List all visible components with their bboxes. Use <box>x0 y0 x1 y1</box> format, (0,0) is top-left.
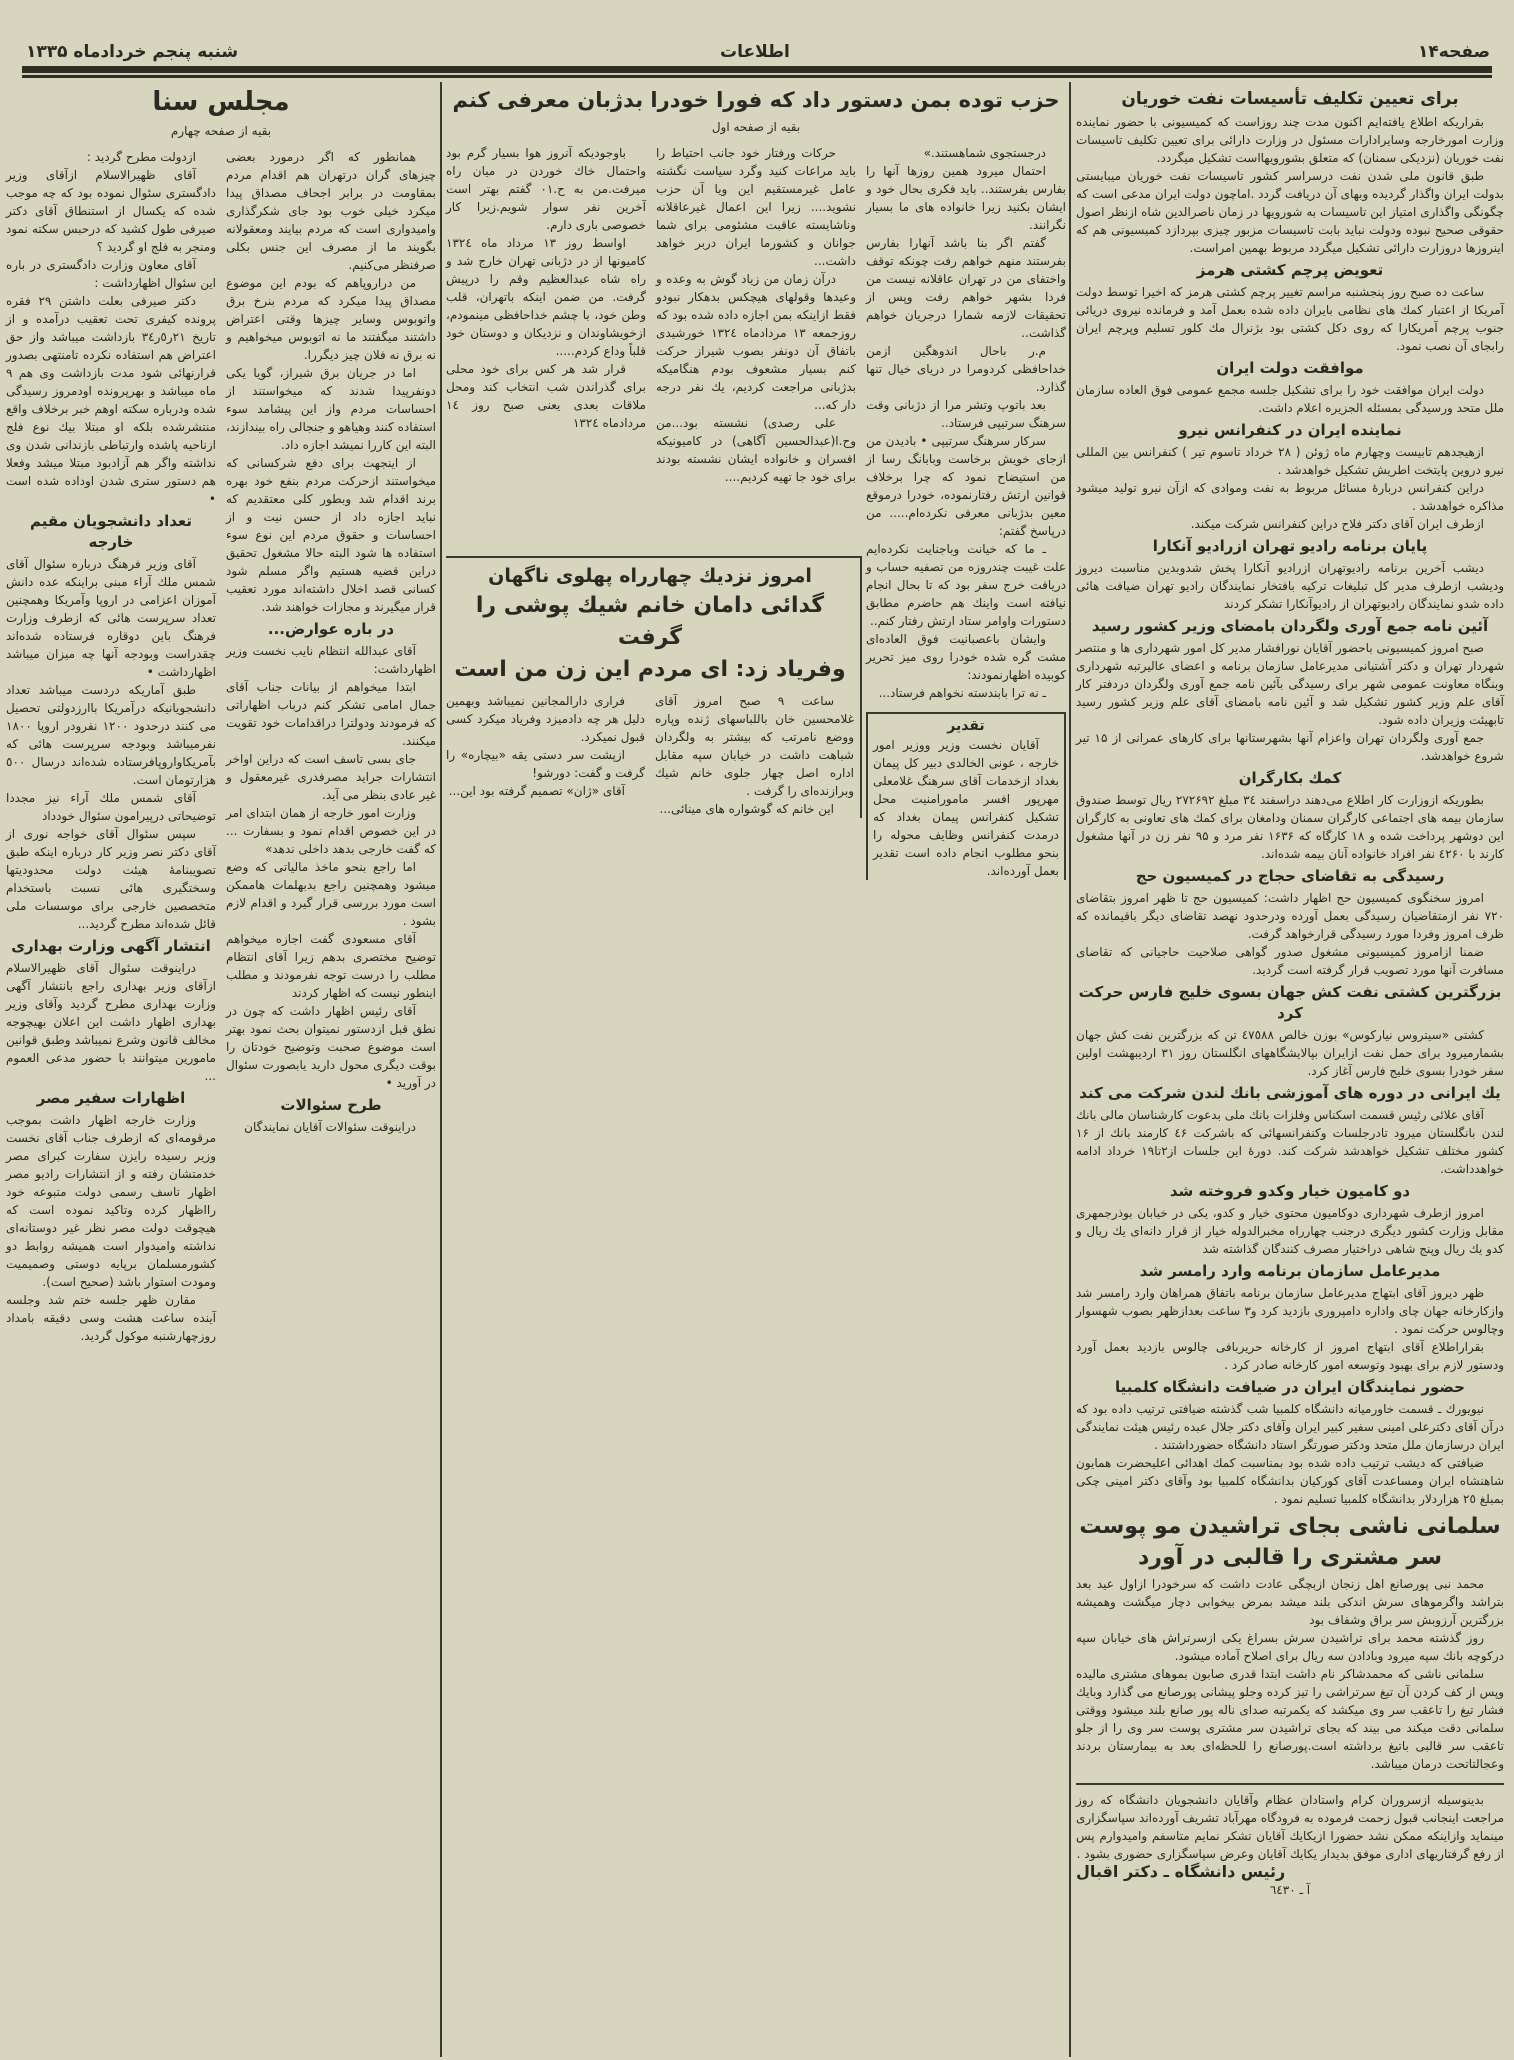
senate-columns <box>6 148 436 1345</box>
article-headline: آئین نامه جمع آوری ولگردان بامضای وزیر کشور رسید <box>1091 617 1489 635</box>
article-paragraph: دراینوقت سئوالات آقایان نمایندگان <box>244 1120 416 1134</box>
article-paragraph: ظهر دیروز آقای ابتهاج مدیرعامل سازمان برنامه باتفاق همراهان وارد رامسر شد وازکارخانه جهان چای واداره دامپروری بازدید کرد و۳ ساعت بعدازظهر بصوب شهسوار وچالوس حرکت نمود . <box>1076 1286 1504 1336</box>
article-headline: برای تعیین تکلیف تأسیسات نفت خوریان <box>1121 89 1459 109</box>
middle-column-right-wrap <box>866 144 1066 880</box>
article-paragraph: محمد نبی پورصانع اهل زنجان ازبچگی عادت داشت که سرخودرا ازاول عید بعد بتراشد واگرموهای سرش اندکی بلند میشد بمرض بیخوابی دچار میگشت وهمیشه بزرگترین آرزوبش سر براق وشفاف بود <box>1076 1577 1504 1627</box>
article-paragraph: من دراروپاهم که بودم این موضوع مصداق پیدا میکرد که مردم بنرخ برق واتوبوس وسایر چیزها وقتی اعتراض داشتند میگفتند ما نه اتوبوس میخواهیم و نه برق نه فلان چیز دیگررا. <box>226 276 436 362</box>
news-article <box>1076 982 1504 1080</box>
article-paragraph: بقراریکه اطلاع یافته‌ایم اکنون مدت چند روزاست که کمیسیونی با حضور نماینده وزارت امورخارجه وسایرادارات مسئول در وزارت دارائی برای تعیین تکلیف تاسیسات نفت خوریان (نزدیکی سمنان) که متعلق بشورویهااست تشکیل میگردد. <box>1076 115 1504 165</box>
news-article <box>1076 1377 1504 1508</box>
article-paragraph: جمع آوری ولگردان تهران واعزام آنها بشهرستانها برای کارهای عمرانی از ۱۵ تیر شروع خواهدشد. <box>1076 731 1504 763</box>
article-paragraph: احتمال میرود همین روزها آنها را بفارس بفرستند.. باید فکری بحال خود و ایشان بکنید زیرا خانواده های ما بسیار نگرانند. <box>866 164 1066 232</box>
article-paragraph: امروز ازطرف شهرداری دوکامیون محتوی خیار و کدو، یکی در خیابان بوذرجمهری مقابل وزارت کشور دیگری درجنب چهارراه مخبرالدوله خیار از قرار دانه‌ای یك ریال و کدو یك ریال وپنج شاهی دراختیار مصرف کنندگان گذاشته شد <box>1076 1206 1504 1256</box>
news-article <box>1076 866 1504 979</box>
tribute-article <box>866 712 1066 880</box>
article-paragraph: وزارت خارجه اظهار داشت بموجب مرقومه‌ای که ازطرف جناب آقای نخست وزیر رسیده رایزن سفارت کبرای مصر خدمتشان رفته و از انتشارات رادیو مصر اظهار تاسف رسمی دولت متبوعه خود رااظهار کرده وتاکید نموده است که هیچوقت دولت مصر نظر غیر دوستانه‌ای نداشته وامیدوار است همیشه روابط دو کشورمسلمان برپایه دوستی وصمیمیت ومودت استوار باشد (صحیح است). <box>6 1113 216 1289</box>
article-headline: نماینده ایران در کنفرانس نیرو <box>1178 421 1402 439</box>
article-paragraph: ازپشت سر دستی یقه «بیچاره» را گرفت و گفت: دورشو! <box>446 748 645 780</box>
article-paragraph: مقارن ظهر جلسه ختم شد وجلسه آینده ساعت هشت وسی دقیقه بامداد روزچهارشنبه موکول گردید. <box>6 1293 216 1343</box>
article-paragraph: اما راجع بنحو ماخذ مالیاتی که وضع میشود وهمچنین راجع بدبهلمات هاممکن است مورد بررسی قرار گیرد و اقدام لازم بشود . <box>226 860 436 928</box>
article-paragraph: فراری دارالمجانین نمیباشد وبهمین دلیل هر چه دادمیزد وفریاد میکرد کسی قبول نمیکرد. <box>446 694 645 744</box>
article-paragraph: ازهیجدهم تابیست وچهارم ماه ژوئن ( ۲۸ خرداد تاسوم تیر ) کنفرانس بین المللی نیرو دروین پایتخت اطریش تشکیل خواهدشد . <box>1076 445 1504 477</box>
header-rule <box>22 66 1492 75</box>
tribute-text: آقایان نخست وزیر ووزیر امور خارجه ، عونی الخالدی دبیر کل پیمان بغداد ازخدمات آقای سرهنگ غلامعلی مهرپور افسر مامورامنیت محل تشکیل کنفرانس پیمان بغداد که درمدت کنفرانس وظایف محوله را بنحو مطلوب انجام داده است تقدیر بعمل آورده‌اند. <box>873 738 1059 878</box>
column-divider <box>1069 82 1071 2057</box>
article-paragraph: جای بسی تاسف است که دراین اواخر انتشارات جراید مصرفدری غیرمعقول و غیر عادی بنظر می آید. <box>226 752 436 802</box>
article-paragraph: ضمنا ازامروز کمیسیونی مشغول صدور گواهی صلاحیت حاجیانی که تقاضای مسافرت آنها مورد تصویب قرار گرفته است گردید. <box>1076 945 1504 977</box>
article-paragraph: دولت ایران موافقت خود را برای تشکیل جلسه مجمع عمومی فوق العاده سازمان ملل متحد ورسیدگی بمسئله الجزیره اعلام داشت. <box>1076 383 1504 415</box>
news-article <box>1076 616 1504 765</box>
article-paragraph: سرکار سرهنگ سرتیپی • بادیدن من ازجای خویش برخاست وبابانگ رسا از من استیضاح نمود که چرا برخلاف قوانین ارتش رفتارنموده، خودرا درموقع معین بدژبانی معرفی نکرده‌ام..... من درپاسخ گفتم: <box>866 434 1066 538</box>
article-paragraph: آقای مسعودی گفت اجازه میخواهم توضیح مختصری بدهم زیرا آقای انتظام مطلب را درست توجه نفرمودند و مطلب اینطور نیست که اظهار کردند <box>226 932 436 1000</box>
article-paragraph: آقای «ژان» تصمیم گرفته بود این... <box>448 784 625 798</box>
beggar-headline-1: امروز نزدیك چهارراه پهلوی ناگهان <box>488 565 812 587</box>
article-paragraph: همانطور که اگر درمورد بعضی چیزهای گران درتهران هم اقدام مردم بمقاومت در برابر اجحاف مصداق پیدا میکرد خیلی خوب بود جای شکرگذاری وامیدواری است که مردم بیایند ومعقولانه بگویند ما از مصرف این جنس بکلی صرفنظر می‌کنیم. <box>226 150 436 272</box>
article-paragraph: ـ ما که خیانت وباجنایت نکرده‌ایم علت غیبت چندروزه من تصفیه حساب و دریافت خرج سفر بود که تا بحال انجام نیافته است واینك هم حاضرم مطابق دستورات واوامر ستاد ارتش رفتار کنم.. <box>866 542 1066 628</box>
news-article <box>1076 358 1504 417</box>
article-paragraph: دیشب آخرین برنامه رادیوتهران ازرادیو آنکارا پخش شدوبدین مناسبت دیروز ودیشب ازطرف مدیر کل تبلیغات ترکیه بافتخار نمایندگان رادیو تهران ضیافت هائی داده شدو نمایندگان رادیوتهران از رادیوآنکارا تشکر کردند <box>1076 561 1504 611</box>
news-article <box>1076 1181 1504 1258</box>
article-paragraph: کشتی «سیتروس نیارکوس» بوزن خالص ٤۷٥۸۸ تن که بزرگترین نفت کش جهان بشمارمیرود برای حمل نفت ازایران بپالایشگاههای انگلستان روز ۳۱ اردیبهشت اولین سفر خودرا بسوی خلیج فارس آغاز کرد. <box>1076 1028 1504 1078</box>
article-paragraph: اواسط روز ۱۳ مرداد ماه ۱۳۲٤ کامیونها از در دژبانی تهران خارج شد و راه شاه عبدالعظیم وقم را درپیش گرفت. من ضمن اینکه باتهران، قلب وطن خود، با چشم خداحافظی مینمودم، ازخویشاوندان و نزدیکان و دوستان خود قلباً وداع کردم..... <box>446 236 646 358</box>
article-paragraph: درآن زمان من زیاد گوش به وعده و وعیدها وقولهای هیچکس بدهکار نبودو فقط ازاینکه بمن اجازه داده شده بود که روزجمعه ۱۳ مردادماه ۱۳۲٤ خورشیدی باتفاق آن دونفر بصوب شیراز حرکت کنم بسیار مشعوف بودم هنگامیکه بدژبانی مراجعت کردیم، یك نفر درجه دار که... <box>656 272 856 412</box>
article-paragraph: بعد باتوپ وتشر مرا از دژبانی وقت سرهنگ سرتیپی فرستاد.. <box>866 398 1066 430</box>
news-article <box>1076 536 1504 613</box>
notice-code: آ ـ ٦٤۳۰ <box>1269 1883 1311 1897</box>
article-paragraph: ازطرف ایران آقای دکتر فلاح دراین کنفرانس شرکت میکند. <box>1190 517 1484 531</box>
article-paragraph: از اینجهت برای دفع شرکسانی که میخواستند ازحرکت مردم بنفع خود بهره برند اقدام شد وبطور کلی معتقدیم که نباید اجازه داد از حسن نیت و از احساسات و حقوق مردم این نوع سوء استفاده ها شود البته حالا مشغول تحقیق دراین قضیه هستیم واگر مسلم شود کسانی قصد اخلال داشته‌اند مورد تعقیب قرار میگیرند و مجازات خواهند شد. <box>226 456 436 614</box>
page-number: صفحه۱۴ <box>1418 42 1490 62</box>
article-paragraph: این خانم که گوشواره های مینائی... <box>659 802 834 816</box>
article-paragraph: بقراراطلاع آقای ابتهاج امروز از کارخانه حریربافی چالوس بازدید بعمل آورد ودستور لازم برای بهبود وتوسعه امور کارخانه صادر کرد . <box>1076 1340 1504 1372</box>
news-article <box>1076 1261 1504 1374</box>
beggar-headline-2: گدائی دامان خانم شیك پوشی را گرفت <box>475 593 825 650</box>
beggar-story-box <box>446 556 862 818</box>
article-paragraph: سلمانی ناشی که محمدشاکر نام داشت ابتدا قدری صابون بموهای مشتری مالیده وپس از کف کردن آن تیغ سرتراشی را تیز کرده وجلو پیشانی پورصانع می گذارد وبایك فشار تیغ را تاعقب سر وی میکشد که یکمرتبه صدای ناله پور صانع بلند میشود ووقتی سلمانی دقت میکند می بیند که بجای تراشیدن سر مشتری پوست سر وی را از جلو تاعقب سر قالبی باتیغ برداشته است.پورصانع را للحظه‌ای بعد به بیمارستان بردند وعجالتاتحت درمان میباشد. <box>1076 1667 1504 1771</box>
beggar-column-left <box>446 692 645 818</box>
article-paragraph: درجستجوی شماهستند.» <box>923 146 1046 160</box>
article-headline: تعویض پرچم کشتی هرمز <box>1196 261 1384 279</box>
tribute-title: تقدیر <box>947 718 985 734</box>
article-paragraph: امروز سخنگوی کمیسیون حج اظهار داشت: کمیسیون حج تا ظهر امروز بتقاضای ۷۲۰ نفر ازمتقاضیان رسیدگی بعمل آورده ودرحدود نهصد تقاضای دیگر باقیمانده که ظرف امروز وفردا مورد رسیدگی قرارخواهد گرفت. <box>1076 891 1504 941</box>
middle-column-left <box>446 144 646 432</box>
article-paragraph: ابتدا میخواهم از بیانات جناب آقای جمال امامی تشکر کنم درباب اظهاراتی که فرمودند ودولترا دراقدامات خود تقویت میکنند. <box>226 680 436 748</box>
left-section <box>6 84 436 1345</box>
article-paragraph: سپس سئوال آقای خواجه نوری از آقای دکتر نصر وزیر کار درباره اینکه طبق تصویبنامهٔ هیئت دولت محدودیتها وسختگیری هائی نسبت باستخدام متخصصین خارجی برای موسسات ملی قائل شده‌اند مطرح گردید... <box>6 827 216 931</box>
middle-subtitle: بقیه از صفحه اول <box>711 120 801 134</box>
notice-signature: رئیس دانشگاه ـ دکتر اقبال <box>1076 1862 1286 1881</box>
news-article <box>1076 260 1504 355</box>
university-notice <box>1076 1783 1504 1899</box>
article-paragraph: دراینوقت سئوال آقای ظهیرالاسلام ازآقای وزیر بهداری راجع بانتشار آگهی وزارت بهداری مطرح گردید وآقای وزیر بهداری اظهار داشت این اعلان بهیچوجه مخالف قانون وشرع نمیباشد وطبق قوانین مامورین میتوانند با حضور مدعی العموم ... <box>6 961 216 1083</box>
article-paragraph: آقای شمس ملك آراء نیز مجددا توضیحاتی درپیرامون سئوال خودداد <box>6 791 216 823</box>
article-paragraph: اما در جریان برق شیراز، گویا یکی دونفرپیدا شدند که میخواستند از احساسات مردم واز این پیشامد سوء استفاده کنند وهیاهو و جنجالی راه بیندازند، البته این کاررا نمیشد اجازه داد. <box>226 366 436 452</box>
beggar-column-right <box>655 692 854 818</box>
article-paragraph: وایشان باعصبانیت فوق العاده‌ای مشت گره شده خودرا روی میز تحریر کوبیده اظهارنمودند: <box>866 632 1066 682</box>
section-headline: انتشار آگهی وزارت بهداری <box>11 937 211 955</box>
right-section <box>1076 84 1504 1899</box>
middle-headline: حزب توده بمن دستور داد که فورا خودرا بدژبان معرفی کنم <box>452 88 1060 112</box>
senate-title: مجلس سنا <box>152 87 290 117</box>
article-paragraph: طبق قانون ملی شدن نفت درسراسر کشور تاسیسات نفت خوریان میبایستی بدولت ایران واگذار گردیده وبهای آن دریافت گردد .اماچون دولت ایران مدعی است که چگونگی واگذاری امتیاز این تاسیسات به شورویها در زمان ناصرالدین شاه ازنظر اصول حقوقی صحیح نبوده ودولت نباید بابت تاسیسات مزبور چیزی بپردازد کمیسیونی هم که اینروزها دروزارت دارائی تشکیل میگردد مربوط بهمین امراست. <box>1076 169 1504 255</box>
article-paragraph: ـ نه ترا بابندسته نخواهم فرستاد... <box>878 686 1046 700</box>
section-headline: طرح سئوالات <box>280 1096 382 1114</box>
article-paragraph: ضیافتی که دیشب ترتیب داده شده بود بمناسبت کمك اهدائی اعلیحضرت همایون شاهنشاه ایران ومساعدت آقای کورکیان بدانشگاه کلمبیا بود وآقای دکتر امینی چکی بمبلغ ۲٥ هزاردلار بدانشگاه کلمبیا تسلیم نمود . <box>1076 1456 1504 1506</box>
article-paragraph: گفتم اگر بنا باشد آنهارا بفارس بفرستند منهم خواهم رفت چونکه توقف واختفای من در تهران عاقلانه نیست من فردا بشهر خواهم رفت وپس از تحقیقات لازمه شمارا درجریان خواهم گذاشت.. <box>866 236 1066 340</box>
article-paragraph: آقای رئیس اظهار داشت که چون در نطق قبل ازدستور نمیتوان بحث نمود بهتر است موضوع صحبت وتوضیح خودتان را بوقت دیگری محول دارید یابصورت سئوال در آورید • <box>226 1004 436 1090</box>
middle-column-center <box>656 144 856 486</box>
news-article <box>1076 1511 1504 1773</box>
news-article <box>1076 768 1504 863</box>
article-paragraph: ساعت ده صبح روز پنجشنبه مراسم تغییر پرچم کشتی هرمز که اخیرا توسط دولت آمریکا از اعتبار کمك های نظامی بایران داده شده بعمل آمد و فرمانده نیروی دریائی جنوب پرچم آمریکارا که روی دکل کشتی بود بژنرال مك کلور تسلیم وپرچم ایران رابجای آن نصب نمود. <box>1076 285 1504 353</box>
issue-date: شنبه پنجم خردادماه ۱۳۳۵ <box>26 42 239 62</box>
notice-text: بدینوسیله ازسروران کرام واستادان عظام وآقایان دانشجویان دانشگاه که روز مراجعت اینجانب قبول زحمت فرموده به فرودگاه مهرآباد تشریف آورده‌اند سپاسگزاری مینماید وازاینکه ممکن نشد حضورا ازیکایك آقایان تشکر نمایم متاسفم وامیدوارم پس از رفع گرفتاریهای اداری موفق بدیدار یکایك آقایان وعرض سپاسگزاری حضوری بشود . <box>1076 1793 1504 1861</box>
article-headline: سلمانی ناشی بجای تراشیدن مو پوست سر مشتری را قالبی در آورد <box>1079 1514 1501 1570</box>
senate-subtitle: بقیه از صفحه چهارم <box>170 124 272 138</box>
article-paragraph: دکتر صیرفی بعلت داشتن ۲۹ فقره پرونده کیفری تحت تعقیب درآمده و از تاریخ ۲۱ر٥ر۳٤ بازداشت میباشد واز حق اعتراض هم استفاده نکرده تامنتهی بصدور قرارنهائی شود مدت بازداشت وی هم ۹ ماه میباشد و بهرپرونده اودمروز رسیدگی شده ودرباره سکته اوهم خبر برخلاف واقع منتشرشده بلکه او مبتلا بیك نوع فلج ازناحیه پاشده وارتباطی بازندانی شدن وی نداشته واگر هم آزادبود مبتلا میشد وفعلا هم دستور ستری شدن اوداده شده است • <box>6 294 216 506</box>
article-paragraph: دراین کنفرانس دربارهٔ مسائل مربوط به نفت وموادی که ازآن نیرو تولید میشود مذاکره خواهدشد . <box>1076 481 1504 513</box>
article-headline: دو کامیون خیار وکدو فروخته شد <box>1169 1182 1411 1200</box>
section-headline: در باره عوارض... <box>267 620 395 638</box>
article-paragraph: ازدولت مطرح گردید : <box>86 150 196 164</box>
article-paragraph: آقای ظهیرالاسلام ازآقای وزیر دادگستری سئوال نموده بود که چه موجب شده که یکسال از استنطاق آقای دکتر صیرفی طول کشید که درحبس سکته نمود ومنجر به فلج او گردید ؟ <box>6 168 216 254</box>
middle-column-right <box>866 144 1066 702</box>
article-paragraph: وزارت امور خارجه از همان ابتدای امر در این خصوص اقدام نمود و بسفارت ... که گفت خارجی بدهد داخلی ندهد» <box>226 806 436 856</box>
middle-section <box>446 84 1066 880</box>
column-divider <box>440 82 442 2057</box>
article-paragraph: آقای علائی رئیس قسمت اسکناس وفلزات بانك ملی بدعوت کارشناسان مالی بانك لندن بانگلستان میرود تادرجلسات وکنفرانسهائی که باشرکت ٤۶ کارمند بانك از ۱۶ کشور مختلف تشکیل خواهدشد شرکت کند. دورهٔ این جلسات از۲تا۱۹ خرداد ادامه خواهدداشت. <box>1075 1108 1504 1176</box>
article-headline: پایان برنامه رادیو تهران ازرادیو آنکارا <box>1152 537 1428 555</box>
right-news-column <box>1076 87 1504 1773</box>
section-headline: تعداد دانشجویان مقیم خارجه <box>29 512 193 551</box>
newspaper-name: اطلاعات <box>720 42 790 62</box>
article-paragraph: آقای عبدالله انتظام نایب نخست وزیر اظهارداشت: <box>226 644 436 676</box>
article-paragraph: صبح امروز کمیسیونی باحضور آقایان نورافشار مدیر کل امور شهرداری ها و منتصر شهردار تهران و دکتر آشتیانی مدیرعامل سازمان برنامه و اعضای عالیرتبه شهرداری وبنگاه معاونت عمومی شهر برای رسیدگی بآئین نامه جمع آوری ولگردان دردفتر کار آقای علم وزیر کشور تشکیل شد و آئین نامه بامضای آقای علم وزیر کشور رسید تابهیئت وزیران داده شود. <box>1076 641 1504 727</box>
article-paragraph: روز گذشته محمد برای تراشیدن سرش بسراغ یکی ازسرتراش های خیابان سپه درکوچه بانك سپه میرود وبادادن سه ریال برای اصلاح آماده میشود. <box>1076 1631 1504 1663</box>
article-paragraph: طبق آماریکه دردست میباشد تعداد دانشجویانیکه درآمریکا باارزدولتی تحصیل می کنند درحدود ۱۲۰۰ نفرودر اروپا ۱۸۰۰ نفرمیباشد وبودجه سرپرست هائی که بآمریکاواروپافرستاده شده‌اند درسال ٥۰۰ هزارتومان است. <box>6 683 217 787</box>
article-headline: یك ایرانی در دوره های آموزشی بانك لندن شرکت می کند <box>1079 1084 1501 1102</box>
article-headline: موافقت دولت ایران <box>1216 359 1364 377</box>
article-headline: مدیرعامل سازمان برنامه وارد رامسر شد <box>1139 1262 1441 1280</box>
article-headline: حضور نمایندگان ایران در ضیافت دانشگاه کلمبیا <box>1115 1378 1465 1396</box>
article-paragraph: حرکات ورفتار خود جانب احتیاط را باید مراعات کنید وگرد سیاست نگشته عامل غیرمستقیم این ویا آن حزب نشوید.... زیرا این اعمال غیرعاقلانه وناشایسته عاقبت مشئومی برای شما جوانان و کشورما ایران دربر خواهد داشت... <box>656 146 856 268</box>
article-paragraph: بطوریکه ازوزارت کار اطلاع می‌دهند دراسفند ۳٤ مبلغ ۲۷۲۶۹۲ ریال توسط صندوق سازمان بیمه های اجتماعی کارگران سمنان ودامغان برای کمك های تعاونی به کارگران این دوشهر پرداخت شده و ۱۸ کارگاه که ۱۶۳۶ نفر مرد و ۹۵ نفر زن در آنها مشغول کارند با ٤۲۶۰ نفر افراد خانواده آنان بیمه شده‌اند. <box>1076 793 1504 861</box>
news-article <box>1076 420 1504 533</box>
article-headline: بزرگترین کشتی نفت کش جهان بسوی خلیج فارس حرکت کرد <box>1078 983 1502 1022</box>
article-paragraph: باوجودیکه آنروز هوا بسیار گرم بود واحتمال خاك خوردن در میان راه میرفت.من به ح.۰۱ گفتم بهتر است آخرین نفر سوار شویم.زیرا کار خصوصی باری دارم. <box>446 146 647 232</box>
article-paragraph: علی رصدی) نشسته بود...من وح.ا(عبدالحسین آگاهی) در کامیونیکه افسران و خانواده ایشان نشسته بودند برای خود جا تهیه کردیم.... <box>656 416 856 484</box>
article-paragraph: قرار شد هر کس برای خود محلی برای گذراندن شب انتخاب کند ومحل ملاقات بعدی یعنی صبح روز ۱٤ مردادماه ۱۳۲٤ <box>446 362 646 430</box>
article-paragraph: آقای معاون وزارت دادگستری در باره این سئوال اظهارداشت : <box>6 258 216 290</box>
section-headline: اظهارات سفیر مصر <box>36 1089 186 1107</box>
article-paragraph: ساعت ۹ صبح امروز آقای غلامحسین خان باللباسهای ژنده وپاره ووضع نامرتب که بیشتر به ولگردان شباهت داشت در خیابان سپه مقابل اداره اصل چهار جلوی خانم شیك وبرازنده‌ای را گرفت . <box>655 694 854 798</box>
news-article <box>1076 1083 1504 1178</box>
article-paragraph: م.ر باحال اندوهگین ازمن خداحافظی کردومرا در دریای خیال تنها گذارد. <box>866 344 1066 394</box>
beggar-columns <box>446 692 854 818</box>
senate-column-right <box>226 148 436 1345</box>
article-paragraph: آقای وزیر فرهنگ درباره سئوال آقای شمس ملك آراء مبنی براینکه عده دانش آموزان اعزامی در اروپا وآمریکا وهمچنین تعداد سرپرست هائی که ازطرف وزارت فرهنگ باین دوقاره فرستاده شده‌اند چقدراست وبودجه آنها چه میزان میباشد اظهارداشت • <box>6 557 216 679</box>
senate-column-left <box>6 148 216 1345</box>
article-headline: کمك بکارگران <box>1238 769 1342 787</box>
article-headline: رسیدگی به تقاضای حجاج در کمیسیون حج <box>1135 867 1445 885</box>
beggar-headline-3: وفریاد زد: ای مردم این زن من است <box>454 657 846 682</box>
news-article <box>1076 87 1504 257</box>
article-paragraph: نیویورك ـ قسمت خاورمیانه دانشگاه کلمبیا شب گذشته ضیافتی ترتیب داده بود که درآن آقای دکترعلی امینی سفیر کبیر ایران وآقای دکتر جلال عبده رئیس هیئت نمایندگی ایران درسازمان ملل متحد ودکتر صورتگر استاد دانشگاه حضورداشتند . <box>1075 1402 1504 1452</box>
